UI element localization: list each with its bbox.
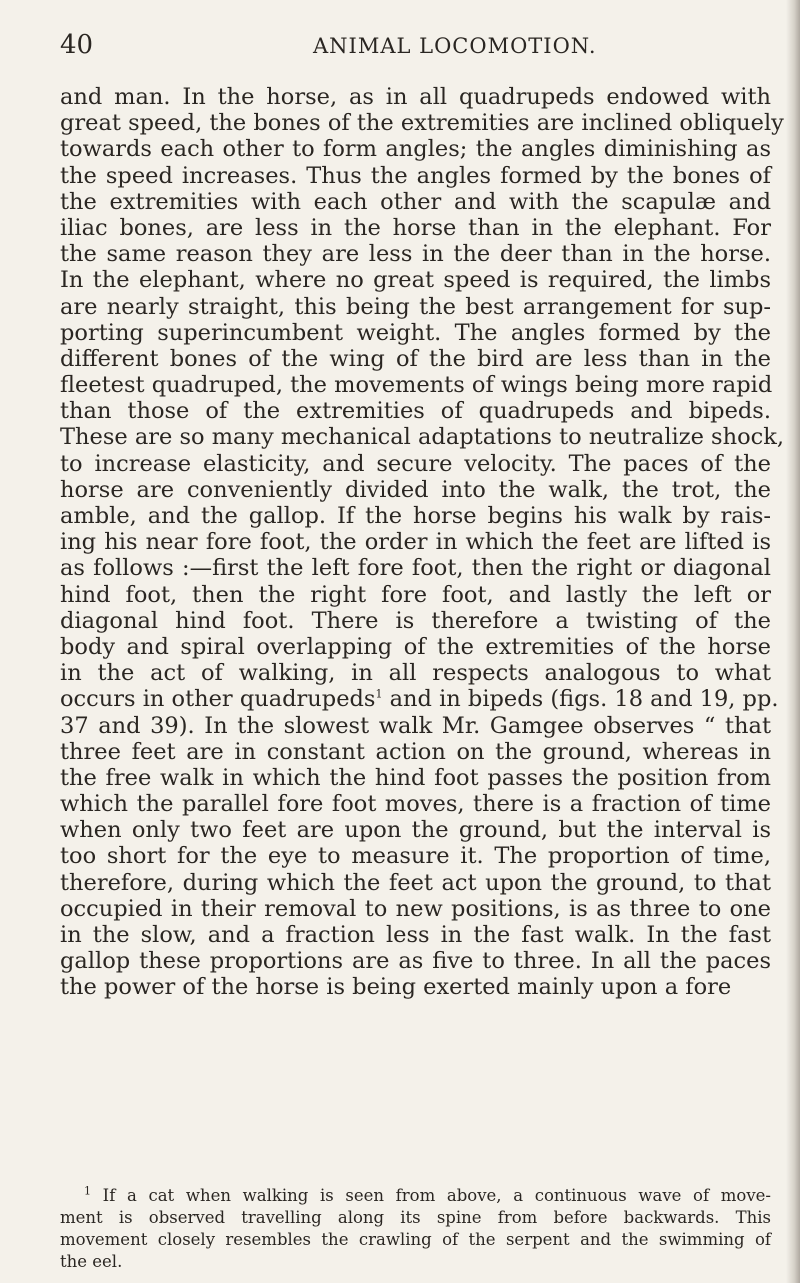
footnote-text: If a cat when walking is seen from above, a continuous wave of move-: [102, 1186, 772, 1205]
text-segment: occurs in other quadrupeds: [60, 686, 376, 713]
text-line: the power of the horse is being exerted mainly upon a fore: [60, 974, 732, 1001]
text-line: occupied in their removal to new positions, is as three to one: [60, 895, 771, 922]
text-line: horse are conveniently divided into the walk, the trot, the: [60, 476, 771, 503]
footnote: [60, 1185, 771, 1273]
text-line: therefore, during which the feet act upon the ground, to that: [60, 869, 771, 896]
text-line: as follows :—first the left fore foot, then the right or diagonal: [60, 555, 771, 582]
text-line: are nearly straight, this being the best arrangement for sup-: [60, 293, 771, 320]
footnote-line: movement closely resembles the crawling of the serpent and the swimming of: [60, 1230, 771, 1249]
text-line: porting superincumbent weight. The angles formed by the: [60, 319, 771, 346]
running-head: ANIMAL LOCOMOTION.: [313, 34, 597, 58]
body-paragraph: [60, 84, 785, 1001]
text-line: 37 and 39). In the slowest walk Mr. Gamgee observes “ that: [60, 712, 771, 739]
text-line: too short for the eye to measure it. The proportion of time,: [60, 843, 771, 870]
page-number: 40: [60, 30, 94, 60]
footnote-mark: 1: [84, 1184, 91, 1198]
footnote-reference[interactable]: 1: [375, 687, 383, 701]
text-line: These are so many mechanical adaptations to neutralize shock,: [60, 424, 785, 451]
text-line: which the parallel fore foot moves, there is a fraction of time: [60, 791, 771, 818]
footnote-line: [60, 1185, 771, 1207]
text-line: In the elephant, where no great speed is required, the limbs: [60, 267, 771, 294]
text-line: three feet are in constant action on the ground, whereas in: [60, 738, 771, 765]
text-line: the speed increases. Thus the angles formed by the bones of: [60, 162, 771, 189]
text-line: different bones of the wing of the bird are less than in the: [60, 345, 771, 372]
text-segment: and in bipeds (figs. 18 and 19, pp.: [389, 686, 779, 713]
text-line: the extremities with each other and with the scapulæ and: [60, 188, 771, 215]
text-line: towards each other to form angles; the angles diminishing as: [60, 136, 771, 163]
text-line: great speed, the bones of the extremities are inclined obliquely: [60, 110, 784, 137]
page-edge-shadow: [786, 0, 800, 1283]
text-line: diagonal hind foot. There is therefore a twisting of the: [60, 607, 771, 634]
text-line: in the act of walking, in all respects analogous to what: [60, 660, 771, 687]
text-line: and man. In the horse, as in all quadrupeds endowed with: [60, 84, 771, 110]
text-line: to increase elasticity, and secure velocity. The paces of the: [60, 450, 771, 477]
text-line: hind foot, then the right fore foot, and lastly the left or: [60, 581, 771, 608]
text-line: gallop these proportions are as five to three. In all the paces: [60, 948, 771, 975]
footnote-line: the eel.: [60, 1252, 123, 1271]
page-header: [60, 30, 760, 60]
text-line: iliac bones, are less in the horse than in the elephant. For: [60, 214, 771, 241]
text-line: than those of the extremities of quadrupeds and bipeds.: [60, 398, 771, 425]
text-line: fleetest quadruped, the movements of wings being more rapid: [60, 372, 773, 399]
text-line: in the slow, and a fraction less in the fast walk. In the fast: [60, 922, 771, 948]
text-line-with-footnote-ref: [60, 686, 779, 713]
text-line: the same reason they are less in the deer than in the horse.: [60, 241, 771, 268]
text-line: amble, and the gallop. If the horse begins his walk by rais-: [60, 503, 771, 529]
text-line: the free walk in which the hind foot passes the position from: [60, 764, 771, 791]
text-line: when only two feet are upon the ground, but the interval is: [60, 817, 771, 844]
footnote-line: ment is observed travelling along its spine from before backwards. This: [60, 1208, 771, 1227]
text-line: ing his near fore foot, the order in which the feet are lifted is: [60, 529, 771, 556]
text-line: body and spiral overlapping of the extremities of the horse: [60, 633, 771, 660]
